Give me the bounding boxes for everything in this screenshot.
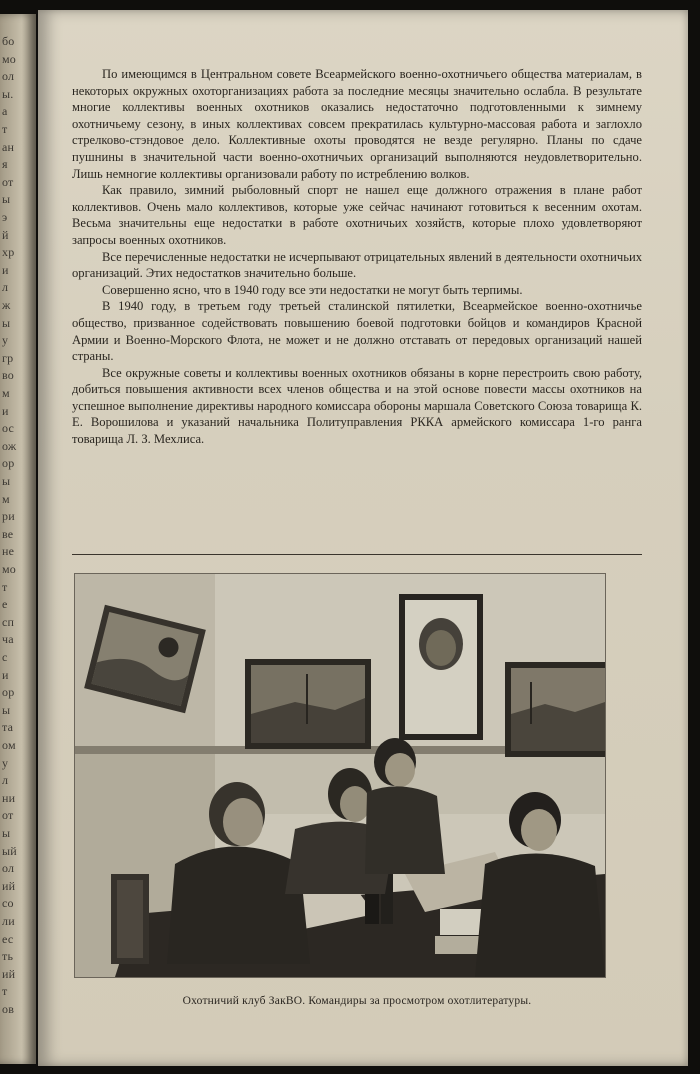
left-page-fragment: ы xyxy=(2,192,11,207)
left-page-fragment: ы xyxy=(2,702,11,717)
book-page xyxy=(38,10,688,1066)
halftone-photo xyxy=(74,573,606,978)
paragraph-4: Совершенно ясно, что в 1940 году все эти недостатки не могут быть терпимы. xyxy=(102,282,523,297)
left-page-fragment: ли xyxy=(2,914,15,928)
left-page-fragment: хр xyxy=(2,245,15,260)
left-page-fragment: л xyxy=(2,773,9,788)
left-page-fragment: во xyxy=(2,368,14,383)
left-page-fragment: ри xyxy=(2,509,15,524)
left-page-fragment: ы xyxy=(2,315,11,330)
left-page-fragment: и xyxy=(2,667,9,682)
left-page-fragment: т xyxy=(2,984,8,999)
left-page-fragment: ий xyxy=(2,966,16,981)
left-page-fragment: м xyxy=(2,386,10,400)
left-page-fragment: бо xyxy=(2,34,15,48)
left-page-fragment: а xyxy=(2,104,8,119)
paragraph-3: Все перечисленные недостатки не исчерпывают отрицательных явлений в деятельности охотничьих организаций. Этих недостатков значительно больше. xyxy=(72,249,642,281)
left-page-fragment: ий xyxy=(2,878,16,893)
left-page-fragment: со xyxy=(2,896,14,911)
left-page-fragment: ть xyxy=(2,949,14,964)
left-page-fragment: л xyxy=(2,280,9,295)
left-page-fragment: и xyxy=(2,403,9,418)
paragraph-2: Как правило, зимний рыболовный спорт не нашел еще должного отражения в плане работ коллективов. Очень мало коллективов, которые уже сейчас начинают готовиться к весенним охотам. Весьма значительны еще недостатки в работе охотничьих хозяйств, которые плохо удовлетворяют запросы военных охотников. xyxy=(72,183,642,247)
paragraph-6: Все окружные советы и коллективы военных охотников обязаны в корне перестроить свою работу, добиться повышения активности всех членов общества и на этой основе повести массы охотников на успешное выполнение директивы народного комиссара обороны маршала Советского Союза товарища К. Е. Ворошилова и указаний начальника Политуправления РККА армейского комиссара 1-го ранга товарища Л. З. Мехлиса. xyxy=(72,365,642,447)
left-page-fragment: ж xyxy=(2,298,11,312)
left-page-fragment: ый xyxy=(2,843,17,858)
left-page-fragment: ол xyxy=(2,861,15,876)
left-page-fragment: ож xyxy=(2,438,17,453)
left-page-fragment: ес xyxy=(2,931,14,946)
left-page-fragment: ан xyxy=(2,139,15,154)
separator-rule xyxy=(72,554,642,555)
photo-caption: Охотничий клуб ЗакВО. Командиры за просмотром охотлитературы. xyxy=(182,995,532,1007)
left-page-fragment: я xyxy=(2,157,8,172)
left-page-fragment: гр xyxy=(2,350,14,365)
left-page-fragment: т xyxy=(2,122,8,136)
left-page-fragment: м xyxy=(2,491,10,506)
left-page-fragment: сп xyxy=(2,614,15,629)
left-page-fragment: ом xyxy=(2,738,16,752)
article-text xyxy=(72,66,642,448)
left-page-fragment: мо xyxy=(2,51,16,66)
left-page-fragment: е xyxy=(2,597,8,612)
paragraph-1: По имеющимся в Центральном совете Всеармейского военно-охотничьего общества материалам, в некоторых окружных охоторганизациях работа за последние месяцы значительно ослабла. В результате многие коллективы военных охотников оказались недостаточно подготовленными к зимнему охотничьему сезону, в иных коллективах совсем прекратилась культурно-массовая работа и заглохло стрелково-стэндовое дело. Коллективные охоты проводятся не везде регулярно. Планы по сдаче пушнины в значительной части военно-охотничьих организаций выполняются неудовлетворительно. Лишь немногие коллективы организовали работу по истреблению волков. xyxy=(72,67,642,181)
left-page-fragment: э xyxy=(2,210,8,224)
left-page-fragment: ы xyxy=(2,474,11,488)
paragraph-5: В 1940 году, в третьем году третьей сталинской пятилетки, Всеармейское военно-охотничье общество, призванное содействовать повышению боевой подготовки бойцов и командиров Красной Армии и Военно-Морского Флота, не может и не должно отставать от передовых организаций нашей страны. xyxy=(72,299,642,364)
left-page-fragment: ни xyxy=(2,790,16,805)
left-page-fragment: с xyxy=(2,650,8,664)
left-page-edge xyxy=(0,14,36,1064)
left-page-fragment: ы. xyxy=(2,86,14,101)
left-page-fragment: не xyxy=(2,544,15,559)
left-page-fragment: ол xyxy=(2,69,15,84)
left-page-fragment: ор xyxy=(2,685,15,700)
left-page-fragment: ы xyxy=(2,826,11,840)
left-page-fragment: ор xyxy=(2,456,15,471)
left-page-fragment: и xyxy=(2,262,9,277)
left-page-fragment: т xyxy=(2,579,8,594)
left-page-fragment: от xyxy=(2,808,14,823)
left-page-fragment: у xyxy=(2,755,9,770)
left-page-fragment: ве xyxy=(2,526,14,541)
left-page-fragment: мо xyxy=(2,562,16,576)
left-page-fragment: ов xyxy=(2,1002,15,1016)
left-page-fragment: от xyxy=(2,174,14,189)
left-page-fragment: й xyxy=(2,227,9,242)
left-page-fragment: у xyxy=(2,333,9,348)
left-page-fragment: ча xyxy=(2,632,14,647)
left-page-fragment: та xyxy=(2,720,14,735)
left-page-fragment: ос xyxy=(2,421,15,436)
